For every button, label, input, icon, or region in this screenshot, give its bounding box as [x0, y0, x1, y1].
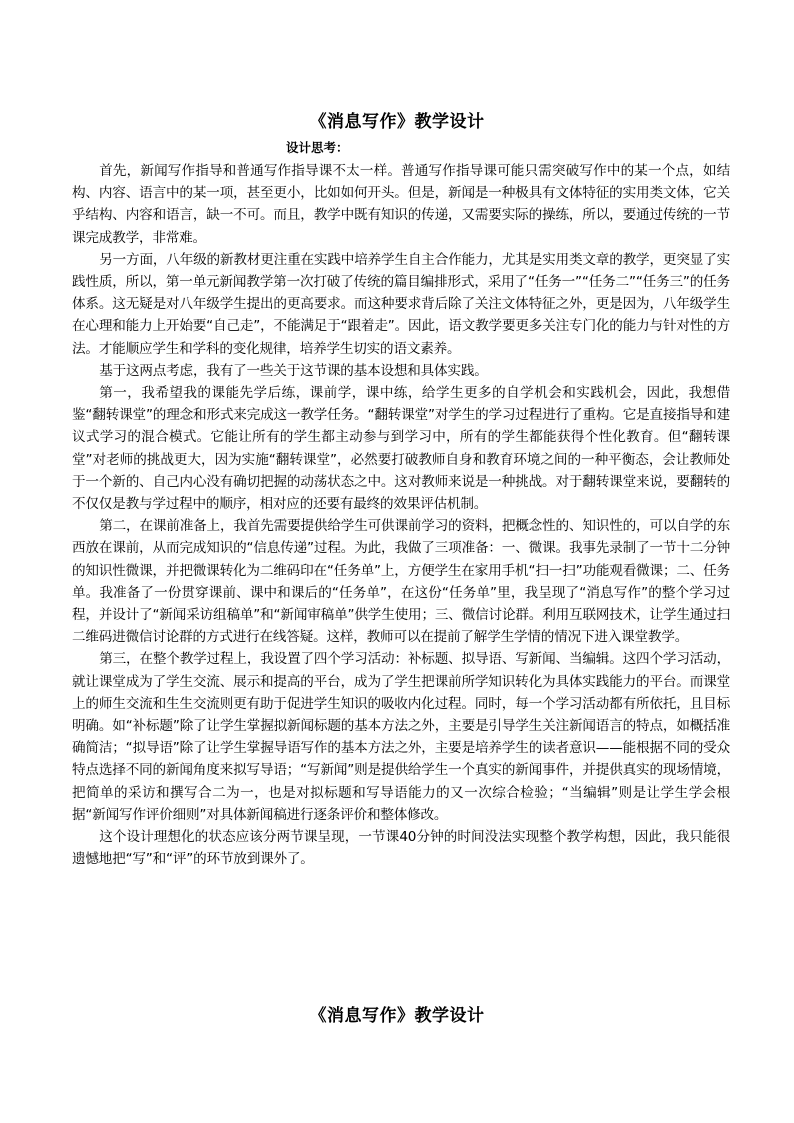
paragraph-7: 这个设计理想化的状态应该分两节课呈现，一节课40分钟的时间没法实现整个教学构想，因此，我只能很遗憾地把“写”和“评”的环节放到课外了。 [72, 829, 730, 868]
document-body [72, 160, 730, 871]
next-page-title: 《消息写作》教学设计 [309, 1006, 485, 1026]
design-thinking-heading: 设计思考： [286, 140, 349, 155]
paragraph-4: 第一，我希望我的课能先学后练，课前学，课中练，给学生更多的自学机会和实践机会，因此，我想借鉴“翻转课堂”的理念和形式来完成这一教学任务。“翻转课堂”对学生的学习过程进行了重构。它是直接指导和建议式学习的混合模式。它能让所有的学生都主动参与到学习中，所有的学生都能获得个性化教育。但“翻转课堂”对老师的挑战更大，因为实施“翻转课堂”，必然要打破教师自身和教育环境之间的一种平衡态，会让教师处于一个新的、自己内心没有确切把握的动荡状态之中。这对教师来说是一种挑战。对于翻转课堂来说，要翻转的不仅仅是教与学过程中的顺序，相对应的还要有最终的效果评估机制。 [72, 385, 730, 513]
paragraph-3: 基于这两点考虑，我有了一些关于这节课的基本设想和具体实践。 [99, 362, 488, 379]
paragraph-2: 另一方面，八年级的新教材更注重在实践中培养学生自主合作能力，尤其是实用类文章的教学，更突显了实践性质，所以，第一单元新闻教学第一次打破了传统的篇目编排形式，采用了“任务一”“任务二”“任务三”的任务体系。这无疑是对八年级学生提出的更高要求。而这种要求背后除了关注文体特征之外，更是因为，八年级学生在心理和能力上开始要“自己走”，不能满足于“跟着走”。因此，语文教学要更多关注专门化的能力与针对性的方法。才能顺应学生和学科的变化规律，培养学生切实的语文素养。 [72, 251, 730, 357]
document-title: 《消息写作》教学设计 [309, 112, 485, 132]
paragraph-5: 第二，在课前准备上，我首先需要提供给学生可供课前学习的资料，把概念性的、知识性的，可以自学的东西放在课前，从而完成知识的“信息传递”过程。为此，我做了三项准备：一、微课。我事先录制了一节十二分钟的知识性微课，并把微课转化为二维码印在“任务单”上，方便学生在家用手机“扫一扫”功能观看微课；二、任务单。我准备了一份贯穿课前、课中和课后的“任务单”，在这份“任务单”里，我呈现了“消息写作”的整个学习过程，并设计了“新闻采访组稿单”和“新闻审稿单”供学生使用；三、微信讨论群。利用互联网技术，让学生通过扫二维码进微信讨论群的方式进行在线答疑。这样，教师可以在提前了解学生学情的情况下进入课堂教学。 [72, 518, 730, 646]
paragraph-6: 第三，在整个教学过程上，我设置了四个学习活动：补标题、拟导语、写新闻、当编辑。这四个学习活动，就让课堂成为了学生交流、展示和提高的平台，成为了学生把课前所学知识转化为具体实践能力的平台。而课堂上的师生交流和生生交流则更有助于促进学生知识的吸收内化过程。同时，每一个学习活动都有所依托，且目标明确。如“补标题”除了让学生掌握拟新闻标题的基本方法之外，主要是引导学生关注新闻语言的特点，如概括准确简洁；“拟导语”除了让学生掌握导语写作的基本方法之外，主要是培养学生的读者意识——能根据不同的受众特点选择不同的新闻角度来拟写导语；“写新闻”则是提供给学生一个真实的新闻事件，并提供真实的现场情境，把简单的采访和撰写合二为一，也是对拟标题和写导语能力的又一次综合检验；“当编辑”则是让学生学会根据“新闻写作评价细则”对具体新闻稿进行逐条评价和整体修改。 [72, 651, 730, 823]
paragraph-1: 首先，新闻写作指导和普通写作指导课不太一样。普通写作指导课可能只需突破写作中的某一个点，如结构、内容、语言中的某一项，甚至更小，比如如何开头。但是，新闻是一种极具有文体特征的实用类文体，它关乎结构、内容和语言，缺一不可。而且，教学中既有知识的传递，又需要实际的操练，所以，要通过传统的一节课完成教学，非常难。 [72, 163, 730, 246]
